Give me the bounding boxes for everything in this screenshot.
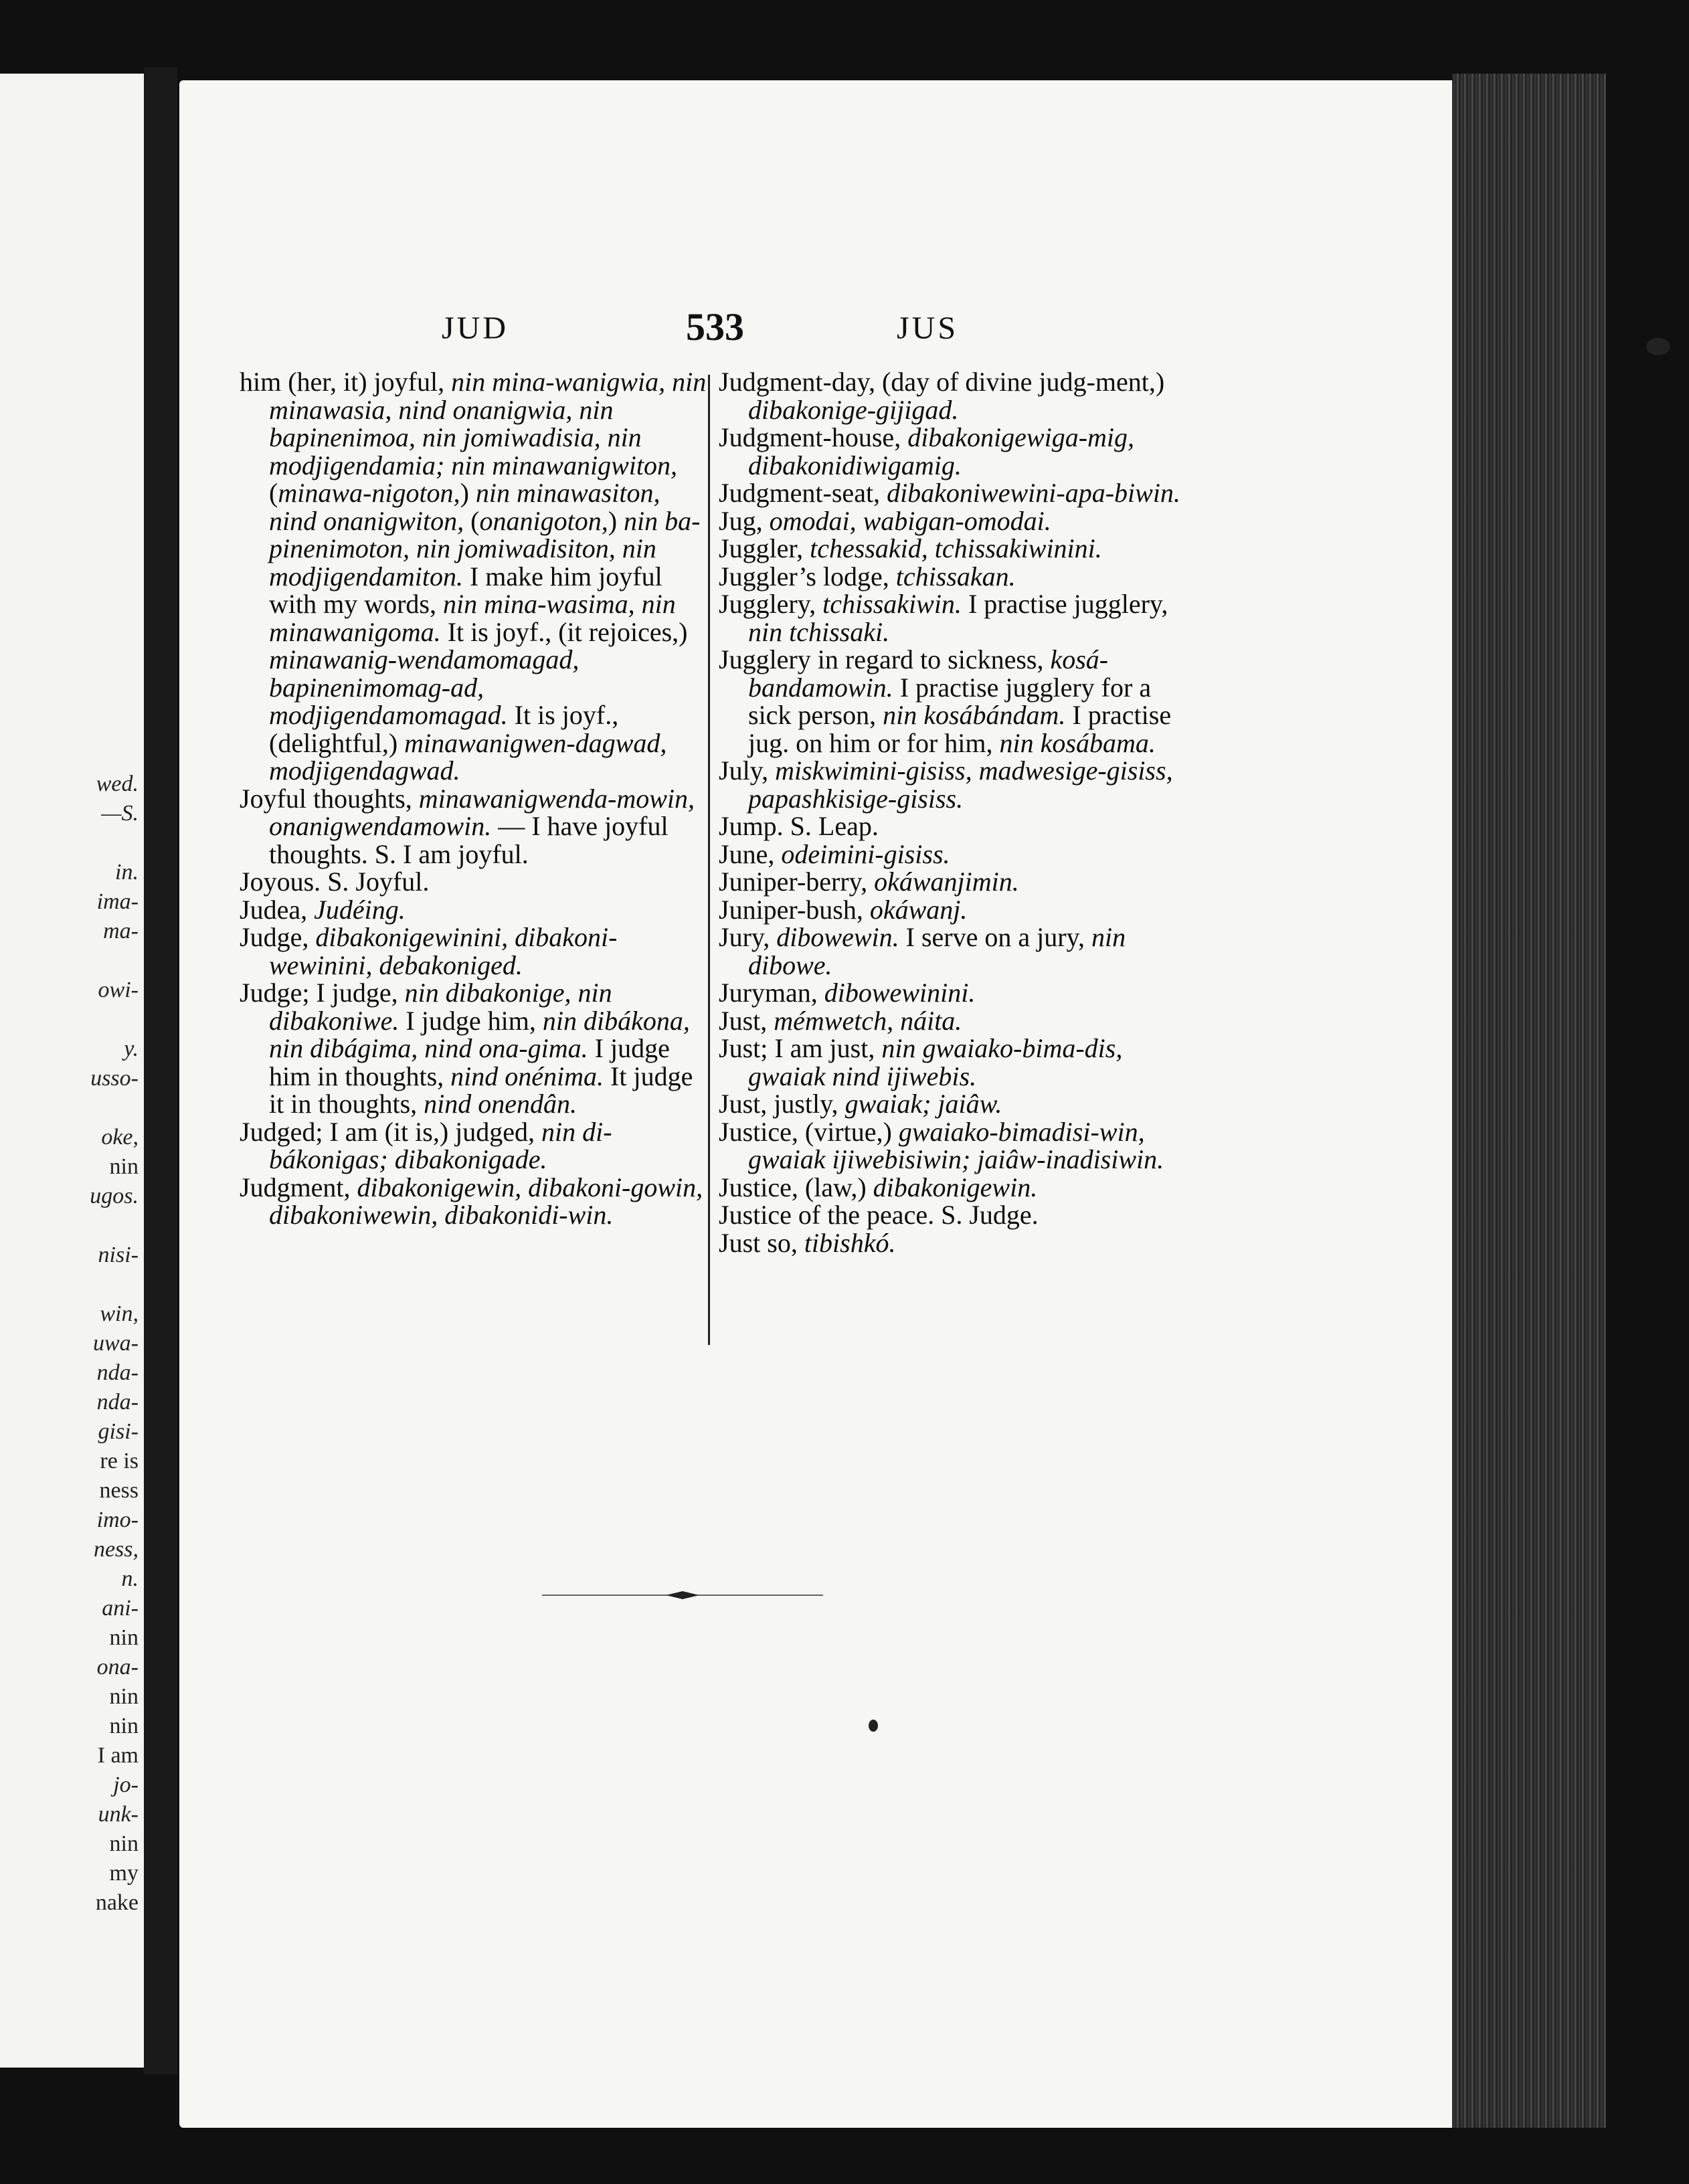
dictionary-entry: Joyous. S. Joyful. [240,867,430,897]
dictionary-entry: July, miskwimini-gisiss, madwesige-gisiss, papashkisige-gisiss. [719,755,1173,814]
facing-page-fragment: oke, [101,1125,139,1150]
facing-page-fragment: gisi- [98,1419,139,1444]
facing-page-fragment: nin [109,1684,139,1709]
facing-page-fragment: I am [97,1743,139,1768]
facing-page-fragment [0,1093,144,1123]
guide-word-left: JUD [442,310,509,346]
running-header [261,304,1231,351]
facing-page-fragment: in. [115,860,139,885]
dictionary-entry: Juniper-berry, okáwanjimin. [719,867,1019,897]
facing-page-fragment [0,1211,144,1241]
dictionary-entry: June, odeimini-gisiss. [719,838,950,869]
facing-page-fragment [0,1270,144,1299]
facing-page-fragment: y. [124,1036,139,1061]
dictionary-entry: Judgment-seat, dibakoniwewini-apa-biwin. [719,478,1180,508]
dictionary-entry: Jugglery in regard to sickness, kosá-bandamowin. I practise jugglery for a sick person, nin kosábándam. I practise jug. on him or for him, nin kosábama. [719,644,1172,758]
facing-page-fragment: ima- [96,889,139,914]
dictionary-entry: Jump. S. Leap. [719,811,879,841]
facing-page-fragment: jo- [113,1772,139,1797]
facing-page-fragment: ness [99,1478,139,1503]
right-column-entries [713,368,1188,1257]
facing-page-fragment: uwa- [93,1331,139,1356]
facing-page-fragment: owi- [98,978,139,1002]
dictionary-entry: Jug, omodai, wabigan-omodai. [719,505,1051,536]
page-fore-edge [1452,74,1606,2128]
facing-page-fragment: nin [109,1714,139,1738]
facing-page-fragment: win, [100,1301,139,1326]
facing-page-text-fragments [0,769,144,1918]
dictionary-entry: Just so, tibishkó. [719,1227,896,1258]
facing-page-fragment: nin [109,1831,139,1856]
guide-word-right: JUS [897,310,959,346]
dictionary-entry: Juniper-bush, okáwanj. [719,894,968,925]
facing-page-fragment: ona- [96,1655,139,1679]
scan-speck [869,1720,878,1732]
page-number: 533 [686,305,744,349]
dictionary-entry: Judgment-day, (day of divine judg-ment,) dibakonige-gijigad. [719,367,1165,425]
scan-speck [1646,338,1670,355]
dictionary-entry: Jugglery, tchissakiwin. I practise jugglery, nin tchissaki. [719,589,1168,647]
facing-page-fragment [0,946,144,976]
dictionary-entry: Judea, Judéing. [240,894,406,925]
facing-page-fragment: usso- [90,1066,139,1091]
facing-page-fragment: nin [109,1625,139,1650]
facing-page-fragment: my [109,1861,139,1886]
dictionary-entry: Just, justly, gwaiak; jaiâw. [719,1089,1002,1119]
facing-page-fragment: ugos. [90,1184,139,1208]
dictionary-entry: Judge, dibakonigewinini, dibakoni-wewinini, debakoniged. [240,922,618,980]
facing-page-fragment [0,1005,144,1034]
book-gutter [144,67,177,2074]
dictionary-entry: Justice of the peace. S. Judge. [719,1200,1039,1230]
facing-page-fragment: imo- [96,1508,139,1532]
facing-page-fragment: n. [121,1566,139,1591]
facing-page-fragment: nisi- [98,1243,139,1267]
facing-page-fragment: nake [95,1890,139,1915]
dictionary-entry: Joyful thoughts, minawanigwenda-mowin, onanigwendamowin. — I have joyful thoughts. S. I am joyful. [240,783,695,869]
facing-page-fragment: ani- [102,1596,139,1621]
column-rule [708,375,710,1345]
dictionary-entry: him (her, it) joyful, nin mina-wanigwia, nin minawasia, nind onanigwia, nin bapinenimoa, nin jomiwadisia, nin modjigendamia; nin minawanigwiton, (minawa-nigoton,) nin minawasiton, nind onanigwiton, (onanigoton,) nin ba-pinenimoton, nin jomiwadisiton, nin modjigendamiton. I make him joyful with my words, nin mina-wasima, nin minawanigoma. It is joyf., (it rejoices,) minawanig-wendamomagad, bapinenimomag-ad, modjigendamomagad. It is joyf., (delightful,) minawanigwen-dagwad, modjigendagwad. [240,367,707,786]
facing-page-fragment: unk- [98,1802,139,1827]
dictionary-entry: Juryman, dibowewinini. [719,978,976,1008]
facing-page-fragment: wed. [96,771,139,796]
left-column-entries [234,368,711,1229]
dictionary-entry: Just; I am just, nin gwaiako-bima-dis, gwaiak nind ijiwebis. [719,1033,1123,1091]
facing-page-fragment: nda- [96,1360,139,1385]
facing-page-fragment: ma- [103,919,139,943]
dictionary-entry: Judge; I judge, nin dibakonige, nin dibakoniwe. I judge him, nin dibákona, nin dibágima, nind ona-gima. I judge him in thoughts, nind onénima. It judge it in thoughts, nind onendân. [240,978,693,1119]
dictionary-entry: Juggler’s lodge, tchissakan. [719,561,1016,592]
facing-page-fragment: ness, [93,1537,139,1562]
dictionary-entry: Justice, (virtue,) gwaiako-bimadisi-win, gwaiak ijiwebisiwin; jaiâw-inadisiwin. [719,1116,1164,1174]
dictionary-entry: Juggler, tchessakid, tchissakiwinini. [719,533,1102,563]
show-through-text [468,1378,1205,1793]
dictionary-entry: Justice, (law,) dibakonigewin. [719,1172,1038,1202]
facing-page-fragment [0,828,144,858]
dictionary-entry: Just, mémwetch, náita. [719,1005,962,1036]
dictionary-entry: Judged; I am (it is,) judged, nin di-bákonigas; dibakonigade. [240,1116,612,1174]
facing-page-fragment: re is [100,1449,139,1473]
dictionary-entry: Judgment, dibakonigewin, dibakoni-gowin, dibakoniwewin, dibakonidi-win. [240,1172,703,1230]
facing-page-fragment: nin [109,1154,139,1179]
facing-page-fragment: nda- [96,1390,139,1415]
dictionary-entry: Jury, dibowewin. I serve on a jury, nin dibowe. [719,922,1126,980]
page-end-ornament [542,1590,823,1601]
facing-page-left [0,74,144,2068]
facing-page-fragment: —S. [101,801,139,826]
dictionary-entry: Judgment-house, dibakonigewiga-mig, dibakonidiwigamig. [719,422,1135,480]
